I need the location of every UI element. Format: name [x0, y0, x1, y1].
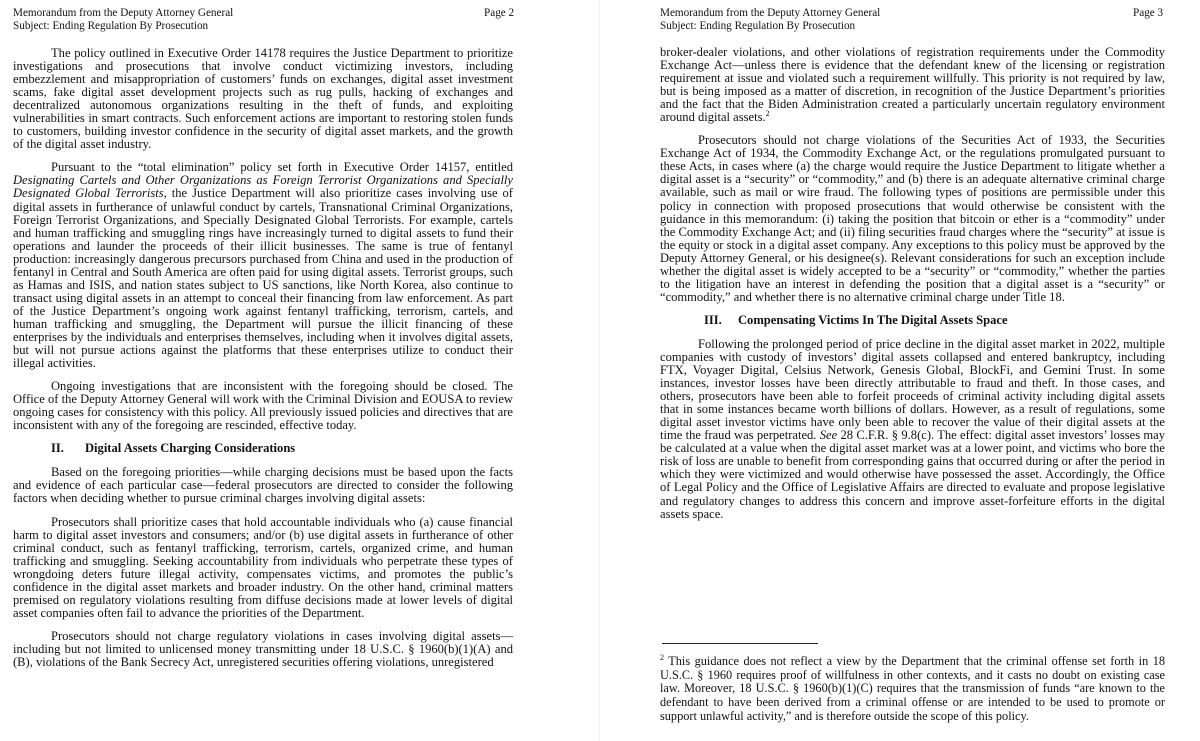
page-number: Page 2	[484, 7, 515, 19]
page-header	[660, 7, 880, 33]
footnote-number: 2	[660, 652, 664, 662]
paragraph-text: broker-dealer violations, and other violations of registration requirements under the Commodity Exchange Act—unless there is evidence that the defendant knew of the licensing or registration requirement at issue and violated such a requirement willfully. This priority is not required by law, but is being imposed as a matter of discretion, in recognition of the Justice Department’s priorities and the fact that the Biden Administration created a particularly uncertain regulatory environment around digital assets.	[660, 45, 1165, 125]
header-memo-line: Memorandum from the Deputy Attorney General	[13, 7, 234, 19]
footnote-text: This guidance does not reflect a view by the Department that the criminal offense set forth in 18 U.S.C. § 1960 requires proof of willfulness in other contexts, and it casts no doubt on existing case law. Moreover, 18 U.S.C. § 1960(b)(1)(C) requires that the transmission of funds “are known to the defendant to have been derived from a criminal offense or are intended to be used to promote or support unlawful activity,” and is therefore outside the scope of this policy.	[660, 654, 1165, 723]
page-3	[600, 0, 1200, 741]
section-heading	[13, 442, 513, 455]
italic-signal: See	[819, 428, 838, 443]
paragraph: Prosecutors should not charge violations of the Securities Act of 1933, the Securities Exchange Act of 1934, the Commodity Exchange Act, or the regulations promulgated pursuant to these Acts, in cases where (a) the charge would require the Justice Department to litigate whether a digital asset is a “security” or “commodity,” and (b) there is an adequate alternative criminal charge available, such as mail or wire fraud. The following types of positions are permissible under this policy in connection with proposed prosecutions that would otherwise be consistent with the guidance in this memorandum: (i) taking the position that bitcoin or ether is a “commodity” under the Commodity Exchange Act; and (ii) filing securities fraud charges where the “security” at issue is the equity or stock in a digital asset company. Any exceptions to this policy must be approved by the Deputy Attorney General, or his designee(s). Relevant considerations for such an exception include whether the digital asset is widely accepted to be a “security” or “commodity,” whether the parties to the litigation have an interest in defending the position that a digital asset is a “security” or “commodity,” and whether there is no alternative criminal charge under Title 18.	[660, 133, 1165, 304]
header-subject-line: Subject: Ending Regulation By Prosecution	[13, 20, 209, 32]
section-heading	[660, 314, 1165, 327]
paragraph: Prosecutors should not charge regulatory violations in cases involving digital assets—including but not limited to unlicensed money transmitting under 18 U.S.C. § 1960(b)(1)(A) and (B), violations of the Bank Secrecy Act, unregistered securities offering violations, unregistered	[13, 628, 513, 669]
paragraph	[660, 338, 1165, 521]
footnote-divider	[662, 643, 818, 644]
paragraph	[660, 46, 1165, 124]
paragraph	[13, 161, 513, 370]
footnote	[660, 652, 1165, 724]
footnote-reference: 2	[765, 109, 770, 119]
paragraph-text: Pursuant to the “total elimination” policy set forth in Executive Order 14157, entitled	[51, 160, 513, 175]
header-subject-line: Subject: Ending Regulation By Prosecution	[660, 20, 856, 32]
header-memo-line: Memorandum from the Deputy Attorney General	[660, 7, 881, 19]
paragraph: The policy outlined in Executive Order 14178 requires the Justice Department to prioritize investigations and prosecutions that involve conduct victimizing investors, including embezzlement and misappropriation of customers’ funds on exchanges, digital asset investment scams, fake digital asset development projects such as rug pulls, hacking of exchanges and decentralized autonomous organizations resulting in the theft of funds, and exploiting vulnerabilities in smart contracts. Such enforcement actions are important to restoring stolen funds to customers, building investor confidence in the security of digital asset markets, and the growth of the digital asset industry.	[13, 46, 513, 152]
paragraph: Prosecutors shall prioritize cases that hold accountable individuals who (a) cause financial harm to digital asset investors and consumers; and/or (b) use digital assets in furtherance of other criminal conduct, such as fentanyl trafficking, terrorism, cartels, organized crime, and human trafficking and smuggling. Seeking accountability from individuals who perpetrate these types of wrongdoing deters future illegal activity, compensates victims, and promotes the public’s confidence in the digital asset markets and broader industry. On the other hand, criminal matters premised on regulatory violations resulting from diffuse decisions made at lower levels of digital asset companies often fail to advance the priorities of the Department.	[13, 514, 513, 620]
section-title: Digital Assets Charging Considerations	[85, 441, 296, 456]
paragraph-text: 28 C.F.R. § 9.8(c). The effect: digital asset investors’ losses may be calculated at a value when the digital asset market was at a lower point, and victims who bore the risk of loss are unable to benefit from corresponding gains that occurred during or after the period in which they were victimized and would otherwise have possessed the asset. Accordingly, the Office of Legal Policy and the Office of Legislative Affairs are directed to evaluate and propose legislative and regulatory changes to address this concern and improve asset-forfeiture efforts in the digital assets space.	[660, 428, 1166, 521]
paragraph-text: Following the prolonged period of price decline in the digital asset market in 2022, multiple companies with custody of investors’ digital assets collapsed and entered bankruptcy, including FTX, Voyager Digital, Celsius Network, Genesis Global, BlockFi, and Gemini Trust. In some instances, investor losses have been directly attributable to fraud and theft. In those cases, and others, prosecutors have been able to forfeit proceeds of criminal activity including digital assets that in some instances became worth billions of dollars. However, as a result of regulations, some digital asset investor victims have only been able to recover the value of their digital assets at the time the fraud was perpetrated.	[660, 336, 1165, 443]
section-number: III.	[704, 312, 722, 327]
paragraph-text: , the Justice Department will also prioritize cases involving use of digital assets in furtherance of unlawful conduct by cartels, Transnational Criminal Organizations, Foreign Terrorist Organizations, and Specially Designated Global Terrorists. For example, cartels and human trafficking and smuggling rings have increasingly turned to digital assets to fund their operations and launder the proceeds of their illicit businesses. The same is true of fentanyl production: increasingly dangerous precursors purchased from China and used in the production of fentanyl in Central and South America are often paid for using digital assets. Terrorist groups, such as Hamas and ISIS, and nation states subject to US sanctions, like North Korea, also continue to transact using digital assets in an attempt to conceal their financing from law enforcement. As part of the Justice Department’s ongoing work against fentanyl trafficking, terrorism, cartels, and human trafficking and smuggling, the Department will pursue the illicit financing of these enterprises by the individuals and enterprises themselves, including when it involves digital assets, but will not pursue actions against the platforms that these enterprises utilize to conduct their illegal activities.	[13, 186, 513, 371]
section-number: II.	[51, 441, 64, 456]
italic-title: Designating Cartels and Other Organizations as Foreign Terrorist Organizations and Specially Designated Global Terrorists	[13, 173, 513, 201]
page-body	[660, 46, 1165, 531]
paragraph: Ongoing investigations that are inconsistent with the foregoing should be closed. The Office of the Deputy Attorney General will work with the Criminal Division and EOUSA to review ongoing cases for consistency with this policy. All previously issued policies and directives that are inconsistent with any of the foregoing are rescinded, effective today.	[13, 379, 513, 433]
section-title: Compensating Victims In The Digital Assets Space	[738, 312, 1008, 327]
page-header	[13, 7, 233, 33]
paragraph: Based on the foregoing priorities—while charging decisions must be based upon the facts and evidence of each particular case—federal prosecutors are directed to consider the following factors when deciding whether to pursue criminal charges involving digital assets:	[13, 465, 513, 506]
page-number: Page 3	[1133, 7, 1164, 19]
page-body	[13, 47, 513, 679]
